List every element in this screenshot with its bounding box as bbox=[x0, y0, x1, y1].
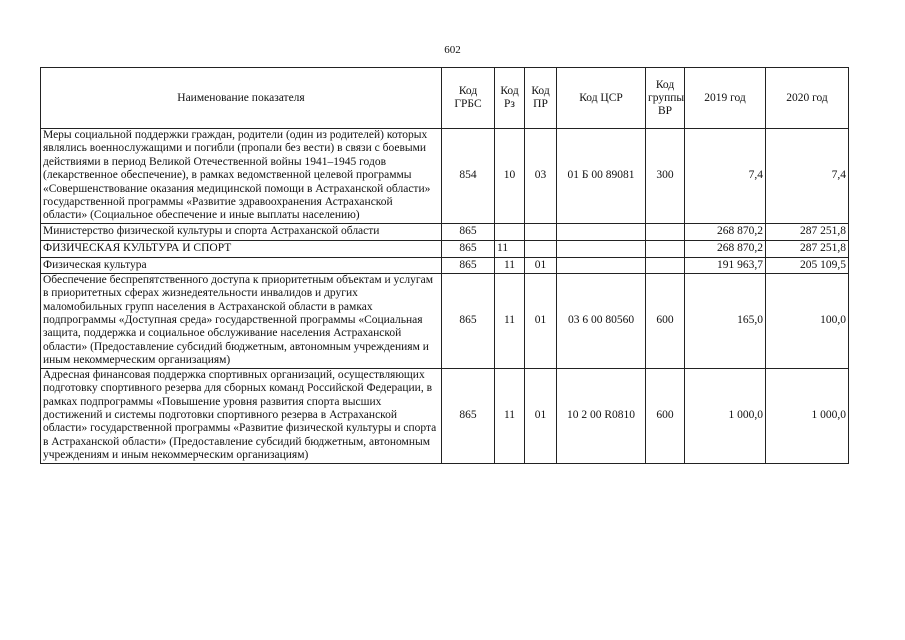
row-2020: 7,4 bbox=[766, 129, 849, 224]
row-2020: 1 000,0 bbox=[766, 368, 849, 463]
header-row bbox=[41, 68, 849, 129]
row-csr: 10 2 00 R0810 bbox=[557, 368, 646, 463]
table-row bbox=[41, 223, 849, 240]
row-name: Адресная финансовая поддержка спортивных организаций, осуществляющих подготовку спортивного резерва для сборных команд Российской Федерации, в рамках подпрограммы «Повышение уровня развития спорта высших достижений и системы подготовки спортивного резерва в Астраханской области» государственной программы «Развитие физической культуры и спорта в Астраханской области» (Предоставление субсидий бюджетным, автономным учреждениям и иным некоммерческим организациям) bbox=[41, 368, 442, 463]
row-name: Меры социальной поддержки граждан, родители (один из родителей) которых являлись военнослужащими и погибли (пропали без вести) в связи с боевыми действиями в период Великой Отечественной войны 1941–1945 годов (лекарственное обеспечение), в рамках ведомственной целевой программы «Совершенствование оказания медицинской помощи в Астраханской области» государственной программы «Развитие здравоохранения Астраханской области» (Социальное обеспечение и иные выплаты населению) bbox=[41, 129, 442, 224]
row-csr: 03 6 00 80560 bbox=[557, 273, 646, 368]
row-2019: 165,0 bbox=[685, 273, 766, 368]
row-name: Обеспечение беспрепятственного доступа к приоритетным объектам и услугам в приоритетных сферах жизнедеятельности инвалидов и других маломобильных групп населения в Астраханской области в рамках подпрограммы «Доступная среда» государственной программы «Социальная защита, поддержка и социальное обслуживание населения Астраханской области» (Предоставление субсидий бюджетным, автономным учреждениям и иным некоммерческим организациям) bbox=[41, 273, 442, 368]
row-pr: 03 bbox=[525, 129, 557, 224]
table-row bbox=[41, 273, 849, 368]
row-vr: 300 bbox=[646, 129, 685, 224]
row-rz: 11 bbox=[495, 257, 525, 273]
row-2020: 100,0 bbox=[766, 273, 849, 368]
header-2020: 2020 год bbox=[766, 68, 849, 129]
row-grbs: 865 bbox=[442, 257, 495, 273]
row-pr: 01 bbox=[525, 257, 557, 273]
row-vr: 600 bbox=[646, 273, 685, 368]
row-rz: 11 bbox=[495, 240, 525, 257]
table-row bbox=[41, 368, 849, 463]
row-rz: 11 bbox=[495, 273, 525, 368]
row-csr bbox=[557, 223, 646, 240]
row-vr: 600 bbox=[646, 368, 685, 463]
row-2019: 1 000,0 bbox=[685, 368, 766, 463]
header-grbs: Код ГРБС bbox=[442, 68, 495, 129]
row-rz: 11 bbox=[495, 368, 525, 463]
row-csr bbox=[557, 240, 646, 257]
row-pr bbox=[525, 223, 557, 240]
row-2020: 205 109,5 bbox=[766, 257, 849, 273]
row-vr bbox=[646, 240, 685, 257]
header-name: Наименование показателя bbox=[41, 68, 442, 129]
row-grbs: 865 bbox=[442, 273, 495, 368]
row-rz: 10 bbox=[495, 129, 525, 224]
row-pr: 01 bbox=[525, 368, 557, 463]
row-csr bbox=[557, 257, 646, 273]
row-2019: 268 870,2 bbox=[685, 223, 766, 240]
row-2019: 268 870,2 bbox=[685, 240, 766, 257]
row-vr bbox=[646, 223, 685, 240]
row-grbs: 854 bbox=[442, 129, 495, 224]
row-2020: 287 251,8 bbox=[766, 223, 849, 240]
header-pr: Код ПР bbox=[525, 68, 557, 129]
page-number: 602 bbox=[444, 44, 461, 56]
table-row bbox=[41, 240, 849, 257]
row-2019: 191 963,7 bbox=[685, 257, 766, 273]
row-grbs: 865 bbox=[442, 223, 495, 240]
header-csr: Код ЦСР bbox=[557, 68, 646, 129]
row-csr: 01 Б 00 89081 bbox=[557, 129, 646, 224]
row-2020: 287 251,8 bbox=[766, 240, 849, 257]
table-row bbox=[41, 129, 849, 224]
row-name: Министерство физической культуры и спорта Астраханской области bbox=[41, 223, 442, 240]
row-vr bbox=[646, 257, 685, 273]
row-grbs: 865 bbox=[442, 368, 495, 463]
row-grbs: 865 bbox=[442, 240, 495, 257]
row-pr: 01 bbox=[525, 273, 557, 368]
row-rz bbox=[495, 223, 525, 240]
row-2019: 7,4 bbox=[685, 129, 766, 224]
row-name: ФИЗИЧЕСКАЯ КУЛЬТУРА И СПОРТ bbox=[41, 240, 442, 257]
table-row bbox=[41, 257, 849, 273]
header-vr: Код группы ВР bbox=[646, 68, 685, 129]
row-pr bbox=[525, 240, 557, 257]
budget-table bbox=[40, 67, 849, 464]
header-rz: Код Рз bbox=[495, 68, 525, 129]
header-2019: 2019 год bbox=[685, 68, 766, 129]
row-name: Физическая культура bbox=[41, 257, 442, 273]
